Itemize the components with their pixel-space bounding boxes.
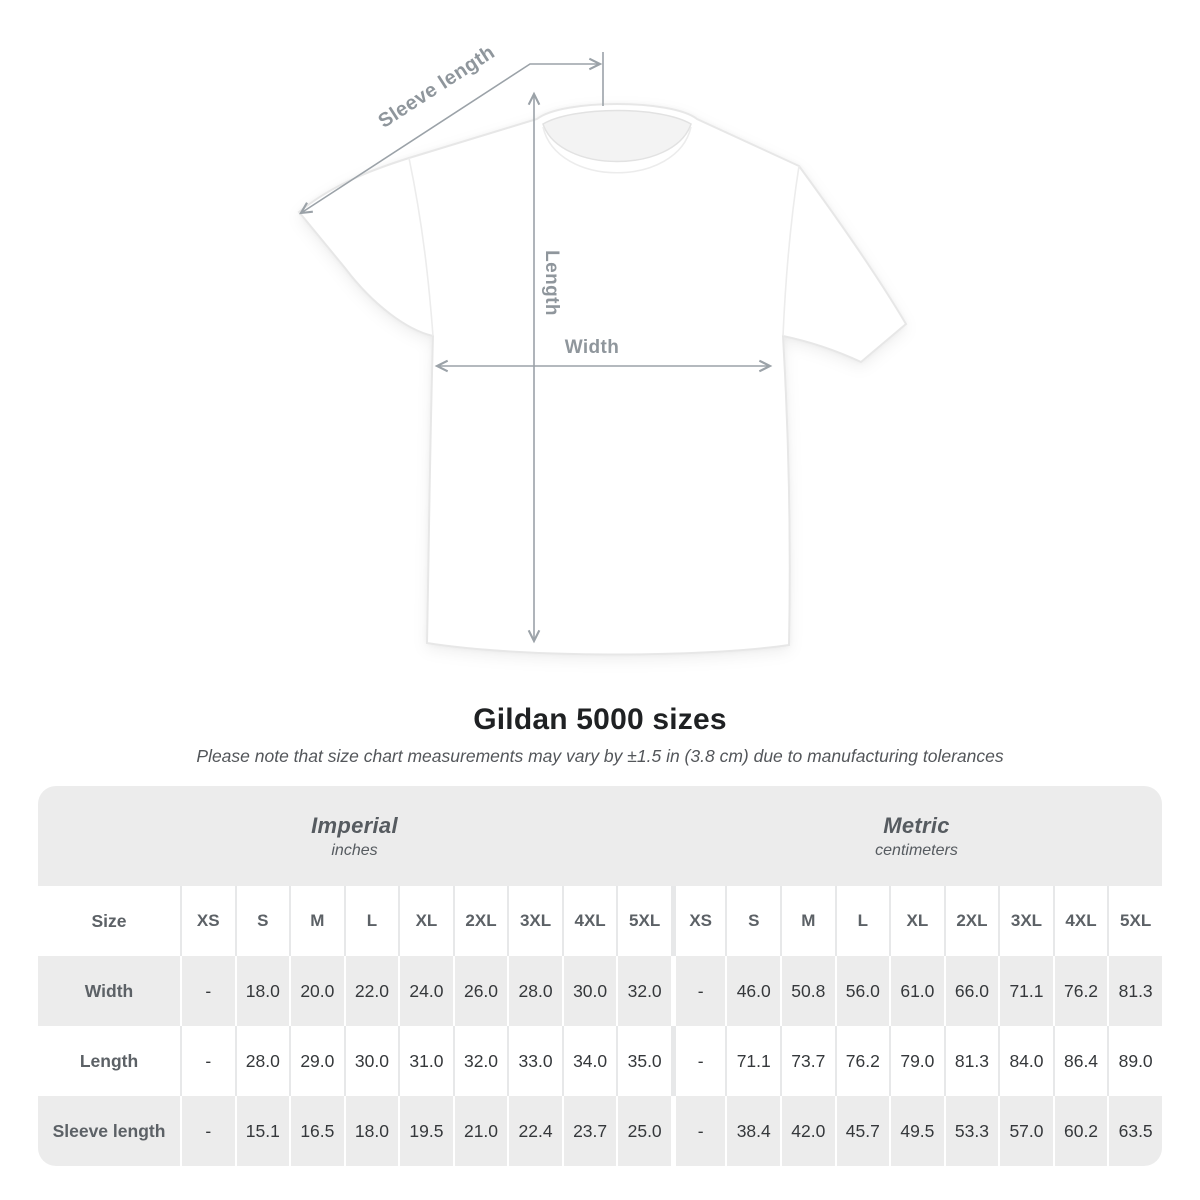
cell: 38.4 xyxy=(725,1096,780,1166)
cell: 24.0 xyxy=(398,956,453,1026)
cell: - xyxy=(180,1026,235,1096)
cell: - xyxy=(671,1026,726,1096)
cell: - xyxy=(180,956,235,1026)
imperial-header xyxy=(38,786,671,886)
cell: 33.0 xyxy=(507,1026,562,1096)
cell: 16.5 xyxy=(289,1096,344,1166)
imperial-title: Imperial xyxy=(311,812,398,838)
cell: 28.0 xyxy=(507,956,562,1026)
metric-title: Metric xyxy=(883,812,950,838)
cell: 31.0 xyxy=(398,1026,453,1096)
cell: 28.0 xyxy=(235,1026,290,1096)
row-label: Length xyxy=(79,1050,139,1071)
cell: 49.5 xyxy=(889,1096,944,1166)
cell: 71.1 xyxy=(725,1026,780,1096)
size-col-header: 2XL xyxy=(453,886,508,956)
page-title: Gildan 5000 sizes xyxy=(473,703,727,736)
cell: 50.8 xyxy=(780,956,835,1026)
cell: 76.2 xyxy=(1053,956,1108,1026)
cell: 25.0 xyxy=(616,1096,671,1166)
cell: 86.4 xyxy=(1053,1026,1108,1096)
cell: 29.0 xyxy=(289,1026,344,1096)
cell: - xyxy=(180,1096,235,1166)
tshirt-shape xyxy=(299,104,906,655)
cell: 23.7 xyxy=(562,1096,617,1166)
size-col-header: 4XL xyxy=(1053,886,1108,956)
row-label: Sleeve length xyxy=(38,1096,180,1166)
size-col-header: L xyxy=(835,886,890,956)
size-col-header: XL xyxy=(398,886,453,956)
cell: 57.0 xyxy=(998,1096,1053,1166)
size-col-header: 3XL xyxy=(507,886,562,956)
cell: 26.0 xyxy=(453,956,508,1026)
cell: 18.0 xyxy=(235,956,290,1026)
metric-header xyxy=(671,786,1162,886)
size-col-header: XL xyxy=(889,886,944,956)
cell: 20.0 xyxy=(289,956,344,1026)
row-label: Width xyxy=(38,956,180,1026)
cell: 81.3 xyxy=(944,1026,999,1096)
size-col-header: XS xyxy=(180,886,235,956)
cell: 76.2 xyxy=(835,1026,890,1096)
cell: 84.0 xyxy=(998,1026,1053,1096)
cell: 73.7 xyxy=(780,1026,835,1096)
cell: 71.1 xyxy=(998,956,1053,1026)
cell: 21.0 xyxy=(453,1096,508,1166)
size-col-header: 2XL xyxy=(944,886,999,956)
cell: 53.3 xyxy=(944,1096,999,1166)
cell: 19.5 xyxy=(398,1096,453,1166)
cell: 22.4 xyxy=(507,1096,562,1166)
cell: 32.0 xyxy=(453,1026,508,1096)
unit-group-header xyxy=(38,786,1162,886)
size-header-row xyxy=(38,886,1162,956)
size-col-header: S xyxy=(235,886,290,956)
size-col-header: XS xyxy=(671,886,726,956)
table-row-width xyxy=(38,956,1162,1026)
cell: 15.1 xyxy=(235,1096,290,1166)
size-col-header: S xyxy=(725,886,780,956)
cell: 42.0 xyxy=(780,1096,835,1166)
size-col-header: 5XL xyxy=(616,886,671,956)
cell: 63.5 xyxy=(1107,1096,1162,1166)
cell: 35.0 xyxy=(616,1026,671,1096)
cell: 56.0 xyxy=(835,956,890,1026)
tolerance-note: Please note that size chart measurements may vary by ±1.5 in (3.8 cm) due to manufacturing tolerances xyxy=(196,746,1004,766)
imperial-unit: inches xyxy=(331,841,378,859)
width-label: Width xyxy=(564,337,620,358)
size-col-header: M xyxy=(780,886,835,956)
table-row-sleeve-length xyxy=(38,1096,1162,1166)
size-col-header: M xyxy=(289,886,344,956)
cell: 66.0 xyxy=(944,956,999,1026)
cell: 32.0 xyxy=(616,956,671,1026)
cell: 30.0 xyxy=(344,1026,399,1096)
cell: 79.0 xyxy=(889,1026,944,1096)
cell: - xyxy=(671,1096,726,1166)
sleeve-length-label: Sleeve length xyxy=(374,41,499,133)
metric-unit: centimeters xyxy=(875,841,958,859)
cell: 18.0 xyxy=(344,1096,399,1166)
size-table xyxy=(38,886,1162,1166)
cell: - xyxy=(671,956,726,1026)
cell: 61.0 xyxy=(889,956,944,1026)
cell: 22.0 xyxy=(344,956,399,1026)
table-row-length xyxy=(38,1026,1162,1096)
cell: 45.7 xyxy=(835,1096,890,1166)
cell: 60.2 xyxy=(1053,1096,1108,1166)
size-col-header: 5XL xyxy=(1107,886,1162,956)
size-chart-table-container xyxy=(38,786,1162,1166)
length-label: Length xyxy=(541,250,562,316)
size-col-header: 4XL xyxy=(562,886,617,956)
cell: 46.0 xyxy=(725,956,780,1026)
cell: 81.3 xyxy=(1107,956,1162,1026)
size-label: Size xyxy=(91,910,127,931)
cell: 30.0 xyxy=(562,956,617,1026)
size-col-header: L xyxy=(344,886,399,956)
cell: 34.0 xyxy=(562,1026,617,1096)
size-col-header: 3XL xyxy=(998,886,1053,956)
cell: 89.0 xyxy=(1107,1026,1162,1096)
